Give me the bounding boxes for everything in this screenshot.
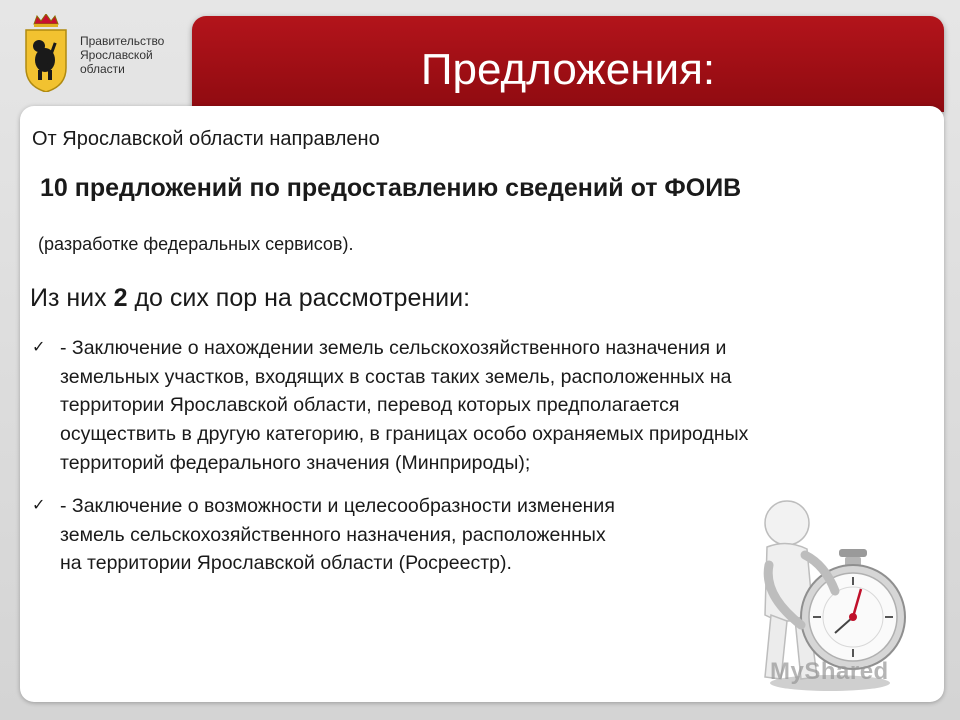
watermark: MyShared [770, 658, 889, 685]
status-prefix: Из них [30, 284, 114, 312]
list-item-line: - Заключение о возможности и целесообразности изменения [60, 495, 615, 517]
status-text [30, 284, 470, 313]
org-name-line: Ярославской [80, 48, 153, 62]
note-text: (разработке федеральных сервисов). [38, 234, 354, 254]
headline: 10 предложений по предоставлению сведений от ФОИВ [40, 174, 742, 202]
checkmark-icon: ✓ [32, 339, 46, 356]
list-item-line: территорий федерального значения (Минприроды); [60, 451, 531, 474]
list-item-line: осуществить в другую категорию, в границах особо охраняемых природных [60, 423, 749, 446]
org-name-line: области [80, 62, 125, 76]
list-item-line: - Заключение о нахождении земель сельскохозяйственного назначения и [60, 337, 727, 359]
logo [24, 14, 194, 94]
coat-of-arms-icon [24, 14, 68, 92]
status-suffix: до сих пор на рассмотрении: [127, 284, 471, 312]
org-name [80, 34, 210, 76]
list-item-line: земель сельскохозяйственного назначения, расположенных [60, 523, 606, 546]
title-bar [192, 16, 944, 112]
list-item-line: земельных участков, входящих в состав таких земель, расположенных на [60, 365, 732, 388]
list-item-line: территории Ярославской области, перевод которых предполагается [60, 394, 680, 417]
status-count: 2 [113, 284, 128, 312]
checkmark-icon: ✓ [32, 497, 46, 514]
list-item-line: на территории Ярославской области (Росреестр). [60, 552, 512, 575]
intro-text: От Ярославской области направлено [32, 128, 380, 150]
org-name-line: Правительство [80, 34, 165, 48]
slide-title: Предложения: [420, 45, 716, 94]
